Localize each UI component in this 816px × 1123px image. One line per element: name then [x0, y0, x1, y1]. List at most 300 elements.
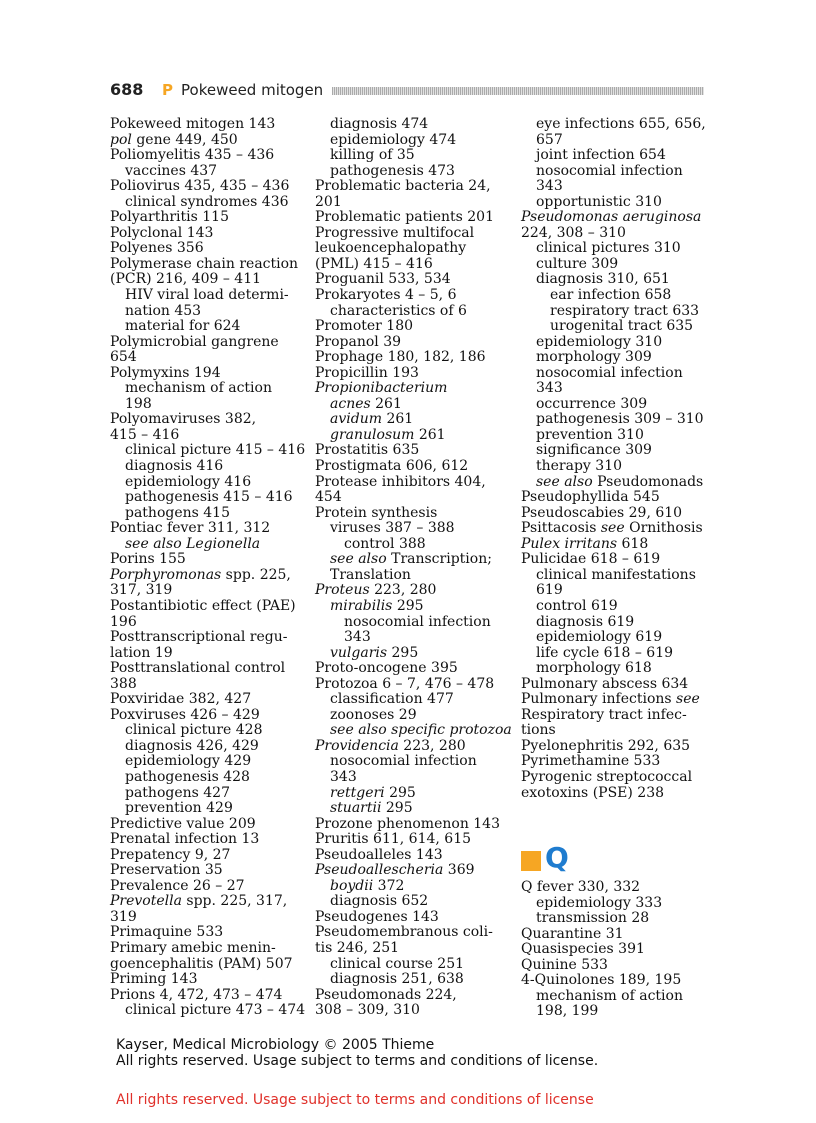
- entry-text: Prevotella: [110, 893, 182, 910]
- entry-text: spp. 225, 317,: [181, 893, 288, 910]
- entry-text: control 388: [344, 535, 426, 552]
- entry-text: occurrence 309: [536, 395, 648, 412]
- index-subentry: [315, 708, 515, 724]
- index-entry: [315, 910, 515, 926]
- entry-text: see also specific protozoa: [330, 722, 512, 739]
- entry-text: Poliomyelitis 435 – 436: [110, 147, 275, 164]
- entry-text: see also: [330, 551, 387, 568]
- entry-text: tions: [521, 722, 556, 739]
- index-entry: [521, 226, 716, 242]
- index-entry: [315, 817, 515, 833]
- entry-text: Polyomaviruses 382,: [110, 411, 257, 428]
- entry-text: classification 477: [330, 691, 454, 708]
- index-subentry: [110, 770, 310, 786]
- index-subentry: [315, 692, 515, 708]
- entry-text: prevention 310: [536, 426, 644, 443]
- entry-text: tis 246, 251: [315, 939, 400, 956]
- index-entry: [315, 210, 515, 226]
- entry-text: Predictive value 209: [110, 815, 256, 832]
- copyright-line-1: Kayser, Medical Microbiology © 2005 Thieme: [116, 1037, 435, 1053]
- index-entry: [315, 832, 515, 848]
- entry-text: vaccines 437: [125, 162, 218, 179]
- entry-text: Problematic bacteria 24,: [315, 178, 491, 195]
- entry-text: Pulmonary abscess 634: [521, 675, 689, 692]
- entry-text: control 619: [536, 597, 618, 614]
- entry-text: acnes: [330, 395, 371, 412]
- entry-text: Poliovirus 435, 435 – 436: [110, 178, 290, 195]
- section-q-letter: Q: [545, 841, 569, 874]
- entry-text: Promoter 180: [315, 318, 414, 335]
- index-entry: [110, 692, 310, 708]
- index-subentry: [521, 304, 716, 320]
- entry-text: Transcription;: [386, 551, 492, 568]
- index-entry: [315, 241, 515, 257]
- entry-text: vulgaris: [330, 644, 388, 661]
- entry-text: eye infections 655, 656,: [536, 116, 706, 132]
- entry-text: 308 – 309, 310: [315, 1002, 420, 1019]
- entry-text: Protozoa 6 – 7, 476 – 478: [315, 675, 495, 692]
- index-entry: [315, 288, 515, 304]
- index-subentry: [521, 148, 716, 164]
- index-entry: [110, 335, 310, 351]
- entry-text: Q fever 330, 332: [521, 879, 641, 895]
- index-entry: [315, 443, 515, 459]
- entry-text: mirabilis: [330, 597, 393, 614]
- entry-text: Pseudophyllida 545: [521, 489, 660, 506]
- entry-text: 223, 280: [369, 582, 437, 599]
- entry-text: Prions 4, 472, 473 – 474: [110, 986, 283, 1003]
- index-entry: [521, 692, 716, 708]
- entry-text: Pontiac fever 311, 312: [110, 520, 271, 537]
- entry-text: Proteus: [315, 582, 370, 599]
- copyright-footer: [116, 1037, 598, 1069]
- index-subentry: [521, 896, 716, 912]
- index-subentry: [315, 521, 515, 537]
- entry-text: 295: [384, 784, 416, 801]
- index-entry: [110, 350, 310, 366]
- entry-text: 388: [110, 675, 137, 692]
- index-subentry: [315, 646, 515, 662]
- entry-text: prevention 429: [125, 800, 233, 817]
- entry-text: Posttranscriptional regu-: [110, 629, 288, 646]
- index-subentry: [315, 894, 515, 910]
- entry-text: significance 309: [536, 442, 652, 459]
- index-entry: [110, 630, 310, 646]
- index-entry: [110, 972, 310, 988]
- entry-text: nosocomial infection: [330, 753, 477, 770]
- index-entry: [315, 941, 515, 957]
- entry-text: 223, 280: [398, 737, 466, 754]
- entry-text: 198, 199: [536, 1003, 599, 1020]
- entry-text: (PCR) 216, 409 – 411: [110, 271, 262, 288]
- index-subentry: [521, 350, 716, 366]
- entry-text: Prevalence 26 – 27: [110, 877, 245, 894]
- index-entry: [521, 927, 716, 943]
- entry-text: nation 453: [125, 302, 202, 319]
- index-entry: [110, 117, 310, 133]
- index-entry: [315, 490, 515, 506]
- entry-text: 261: [414, 426, 446, 443]
- entry-text: viruses 387 – 388: [330, 520, 455, 537]
- entry-text: Polyarthritis 115: [110, 209, 229, 226]
- entry-text: Progressive multifocal: [315, 224, 475, 241]
- entry-text: Posttranslational control: [110, 660, 286, 677]
- entry-text: 198: [125, 395, 152, 412]
- entry-text: rettgeri: [330, 784, 385, 801]
- index-entry: [110, 583, 310, 599]
- index-entry: [521, 770, 716, 786]
- entry-text: epidemiology 333: [536, 894, 663, 911]
- index-entry: [110, 257, 310, 273]
- entry-text: epidemiology 416: [125, 473, 252, 490]
- index-subentry: [110, 195, 310, 211]
- entry-text: Primaquine 533: [110, 924, 224, 941]
- entry-text: Postantibiotic effect (PAE): [110, 597, 296, 614]
- index-entry: [521, 723, 716, 739]
- entry-text: Porins 155: [110, 551, 186, 568]
- entry-text: life cycle 618 – 619: [536, 644, 674, 661]
- index-subentry: [110, 537, 310, 553]
- entry-text: 654: [110, 349, 137, 366]
- entry-text: Polymerase chain reaction: [110, 255, 299, 272]
- index-subentry: [315, 568, 515, 584]
- index-subentry: [315, 615, 515, 631]
- index-subentry: [521, 475, 716, 491]
- entry-text: clinical pictures 310: [536, 240, 681, 257]
- index-entry: [315, 195, 515, 211]
- entry-text: Primary amebic menin-: [110, 939, 276, 956]
- entry-text: pol: [110, 131, 132, 148]
- index-subentry: [521, 661, 716, 677]
- index-subentry: [315, 537, 515, 553]
- entry-text: Quasispecies 391: [521, 941, 645, 958]
- index-entry: [315, 459, 515, 475]
- index-subentry: [521, 257, 716, 273]
- entry-text: Pulex irritans: [521, 535, 618, 552]
- index-subentry: [110, 304, 310, 320]
- index-entry: [110, 568, 310, 584]
- entry-text: Polyclonal 143: [110, 224, 214, 241]
- entry-text: see also Legionella: [125, 535, 261, 552]
- index-entry: [315, 319, 515, 335]
- entry-text: mechanism of action: [125, 380, 272, 397]
- index-entry: [315, 506, 515, 522]
- index-entry: [110, 708, 310, 724]
- entry-text: pathogens 427: [125, 784, 230, 801]
- entry-text: pathogenesis 428: [125, 768, 250, 785]
- entry-text: material for 624: [125, 318, 241, 335]
- entry-text: Respiratory tract infec-: [521, 706, 687, 723]
- index-subentry: [521, 366, 716, 382]
- index-entry: [521, 210, 716, 226]
- index-entry: [315, 988, 515, 1004]
- index-entry: [110, 521, 310, 537]
- entry-text: 372: [373, 877, 405, 894]
- entry-text: 454: [315, 489, 342, 506]
- index-entry: [110, 552, 310, 568]
- index-entry: [110, 272, 310, 288]
- index-subentry: [521, 989, 716, 1005]
- index-subentry: [315, 723, 515, 739]
- index-entry: [521, 739, 716, 755]
- entry-text: diagnosis 310, 651: [536, 271, 670, 288]
- index-subentry: [110, 506, 310, 522]
- entry-text: clinical picture 473 – 474: [125, 1002, 306, 1019]
- entry-text: Pseudoalleles 143: [315, 846, 443, 863]
- index-subentry: [315, 599, 515, 615]
- entry-text: Propanol 39: [315, 333, 402, 350]
- entry-text: Providencia: [315, 737, 399, 754]
- index-subentry: [521, 381, 716, 397]
- index-entry: [110, 988, 310, 1004]
- index-entry: [110, 817, 310, 833]
- index-entry: [110, 863, 310, 879]
- index-entry: [110, 599, 310, 615]
- entry-text: diagnosis 426, 429: [125, 737, 259, 754]
- page-header: [110, 80, 704, 100]
- entry-text: diagnosis 251, 638: [330, 971, 464, 988]
- entry-text: Prenatal infection 13: [110, 831, 260, 848]
- index-entry: [110, 366, 310, 382]
- entry-text: Translation: [330, 566, 411, 583]
- index-subentry: [315, 117, 515, 133]
- index-subentry: [521, 459, 716, 475]
- index-subentry: [521, 164, 716, 180]
- index-entry: [315, 1003, 515, 1019]
- entry-text: avidum: [330, 411, 382, 428]
- entry-text: characteristics of 6: [330, 302, 467, 319]
- entry-text: nosocomial infection: [344, 613, 491, 630]
- entry-text: 295: [392, 597, 424, 614]
- entry-text: Prokaryotes 4 – 5, 6: [315, 287, 457, 304]
- entry-text: 415 – 416: [110, 426, 180, 443]
- index-entry: [110, 615, 310, 631]
- entry-text: 343: [330, 768, 357, 785]
- index-entry: [110, 957, 310, 973]
- index-entry: [110, 894, 310, 910]
- entry-text: therapy 310: [536, 458, 623, 475]
- entry-text: Poxviruses 426 – 429: [110, 706, 260, 723]
- index-subentry: [521, 117, 716, 133]
- entry-text: 319: [110, 908, 137, 925]
- entry-text: Prozone phenomenon 143: [315, 815, 501, 832]
- entry-text: Pseudomonads: [592, 473, 704, 490]
- entry-text: epidemiology 429: [125, 753, 252, 770]
- index-subentry: [110, 288, 310, 304]
- entry-text: Pyrimethamine 533: [521, 753, 661, 770]
- index-entry: [110, 925, 310, 941]
- entry-text: transmission 28: [536, 910, 650, 927]
- index-entry: [315, 179, 515, 195]
- page-number: 688: [110, 80, 144, 99]
- entry-text: Prophage 180, 182, 186: [315, 349, 486, 366]
- index-entry: [110, 677, 310, 693]
- entry-text: Proto-oncogene 395: [315, 660, 458, 677]
- index-subentry: [521, 583, 716, 599]
- index-entry: [110, 428, 310, 444]
- entry-text: granulosum: [330, 426, 415, 443]
- index-subentry: [521, 630, 716, 646]
- index-entry: [315, 475, 515, 491]
- index-entry: [315, 335, 515, 351]
- index-entry: [315, 381, 515, 397]
- entry-text: Pulmonary infections: [521, 691, 677, 708]
- index-entry: [521, 506, 716, 522]
- index-subentry: [521, 911, 716, 927]
- index-entry: [110, 133, 310, 149]
- index-subentry: [521, 412, 716, 428]
- index-subentry: [315, 412, 515, 428]
- license-notice: All rights reserved. Usage subject to terms and conditions of license: [116, 1092, 594, 1108]
- entry-text: pathogens 415: [125, 504, 230, 521]
- entry-text: see: [600, 520, 625, 537]
- entry-text: boydii: [330, 877, 374, 894]
- entry-text: diagnosis 416: [125, 458, 224, 475]
- entry-text: clinical manifestations: [536, 566, 696, 583]
- index-subentry: [110, 786, 310, 802]
- section-q-color-box: [521, 851, 541, 871]
- index-entry: [521, 786, 716, 802]
- entry-text: Preservation 35: [110, 862, 223, 879]
- entry-text: HIV viral load determi-: [125, 287, 289, 304]
- index-entry: [315, 848, 515, 864]
- entry-text: morphology 618: [536, 660, 652, 677]
- index-entry: [521, 942, 716, 958]
- entry-text: Prostatitis 635: [315, 442, 420, 459]
- index-subentry: [315, 428, 515, 444]
- entry-text: exotoxins (PSE) 238: [521, 784, 665, 801]
- index-entry: [110, 148, 310, 164]
- entry-text: Pyelonephritis 292, 635: [521, 737, 691, 754]
- index-entry: [521, 880, 716, 896]
- index-subentry: [521, 288, 716, 304]
- entry-text: Propicillin 193: [315, 364, 419, 381]
- entry-text: Prostigmata 606, 612: [315, 458, 469, 475]
- index-entry: [315, 366, 515, 382]
- entry-text: clinical picture 415 – 416: [125, 442, 306, 459]
- index-entry: [521, 552, 716, 568]
- entry-text: pathogenesis 309 – 310: [536, 411, 704, 428]
- entry-text: 343: [536, 380, 563, 397]
- index-subentry: [110, 397, 310, 413]
- index-subentry: [315, 957, 515, 973]
- entry-text: morphology 309: [536, 349, 652, 366]
- index-entry: [315, 583, 515, 599]
- index-entry: [110, 210, 310, 226]
- entry-text: stuartii: [330, 800, 382, 817]
- entry-text: 657: [536, 131, 563, 148]
- running-title: Pokeweed mitogen: [181, 81, 324, 99]
- index-subentry: [315, 630, 515, 646]
- entry-text: 261: [382, 411, 414, 428]
- entry-text: respiratory tract 633: [550, 302, 700, 319]
- entry-text: 343: [344, 629, 371, 646]
- copyright-line-2: All rights reserved. Usage subject to terms and conditions of license.: [116, 1053, 599, 1069]
- entry-text: killing of 35: [330, 147, 415, 164]
- entry-text: 618: [617, 535, 649, 552]
- index-subentry: [315, 552, 515, 568]
- entry-text: 295: [381, 800, 413, 817]
- entry-text: 201: [315, 193, 342, 210]
- index-subentry: [521, 1004, 716, 1020]
- index-subentry: [110, 459, 310, 475]
- index-subentry: [521, 599, 716, 615]
- entry-text: 619: [536, 582, 563, 599]
- entry-text: Pulicidae 618 – 619: [521, 551, 661, 568]
- entry-text: Proguanil 533, 534: [315, 271, 451, 288]
- entry-text: 295: [387, 644, 419, 661]
- entry-text: gene 449, 450: [131, 131, 238, 148]
- index-entry: [110, 848, 310, 864]
- index-entry: [315, 677, 515, 693]
- index-entry: [315, 257, 515, 273]
- index-subentry: [110, 723, 310, 739]
- entry-text: clinical picture 428: [125, 722, 263, 739]
- entry-text: pathogenesis 415 – 416: [125, 489, 293, 506]
- index-entry: [110, 412, 310, 428]
- entry-text: diagnosis 619: [536, 613, 635, 630]
- index-subentry: [521, 272, 716, 288]
- index-entry: [110, 879, 310, 895]
- entry-text: epidemiology 310: [536, 333, 663, 350]
- entry-text: 369: [443, 862, 475, 879]
- index-entry: [110, 241, 310, 257]
- entry-text: Poxviridae 382, 427: [110, 691, 252, 708]
- entry-text: Pyrogenic streptococcal: [521, 768, 693, 785]
- index-subentry: [315, 148, 515, 164]
- entry-text: lation 19: [110, 644, 173, 661]
- entry-text: goencephalitis (PAM) 507: [110, 955, 293, 972]
- entry-text: Priming 143: [110, 971, 198, 988]
- index-entry: [315, 226, 515, 242]
- index-entry: [521, 490, 716, 506]
- entry-text: Pseudoscabies 29, 610: [521, 504, 683, 521]
- entry-text: pathogenesis 473: [330, 162, 455, 179]
- entry-text: 261: [370, 395, 402, 412]
- entry-text: Problematic patients 201: [315, 209, 494, 226]
- index-subentry: [521, 646, 716, 662]
- entry-text: Prepatency 9, 27: [110, 846, 231, 863]
- entry-text: Protease inhibitors 404,: [315, 473, 486, 490]
- index-column-3: [521, 117, 716, 801]
- entry-text: Pokeweed mitogen 143: [110, 116, 276, 132]
- index-subentry: [110, 739, 310, 755]
- entry-text: culture 309: [536, 255, 619, 272]
- entry-text: Pseudomembranous coli-: [315, 924, 493, 941]
- index-entry: [521, 521, 716, 537]
- entry-text: nosocomial infection: [536, 162, 683, 179]
- entry-text: 343: [536, 178, 563, 195]
- index-subentry: [521, 241, 716, 257]
- index-subentry: [521, 397, 716, 413]
- entry-text: Pseudomonads 224,: [315, 986, 457, 1003]
- index-entry: [110, 832, 310, 848]
- index-entry: [315, 925, 515, 941]
- index-subentry: [521, 335, 716, 351]
- index-column-1: [110, 117, 310, 1019]
- index-subentry: [110, 490, 310, 506]
- index-entry: [521, 677, 716, 693]
- entry-text: Ornithosis: [624, 520, 703, 537]
- index-subentry: [521, 319, 716, 335]
- index-entry: [110, 646, 310, 662]
- entry-text: Pseudogenes 143: [315, 908, 439, 925]
- index-subentry: [315, 133, 515, 149]
- entry-text: 196: [110, 613, 137, 630]
- index-subentry: [315, 786, 515, 802]
- entry-text: Quinine 533: [521, 956, 608, 973]
- index-entry: [315, 272, 515, 288]
